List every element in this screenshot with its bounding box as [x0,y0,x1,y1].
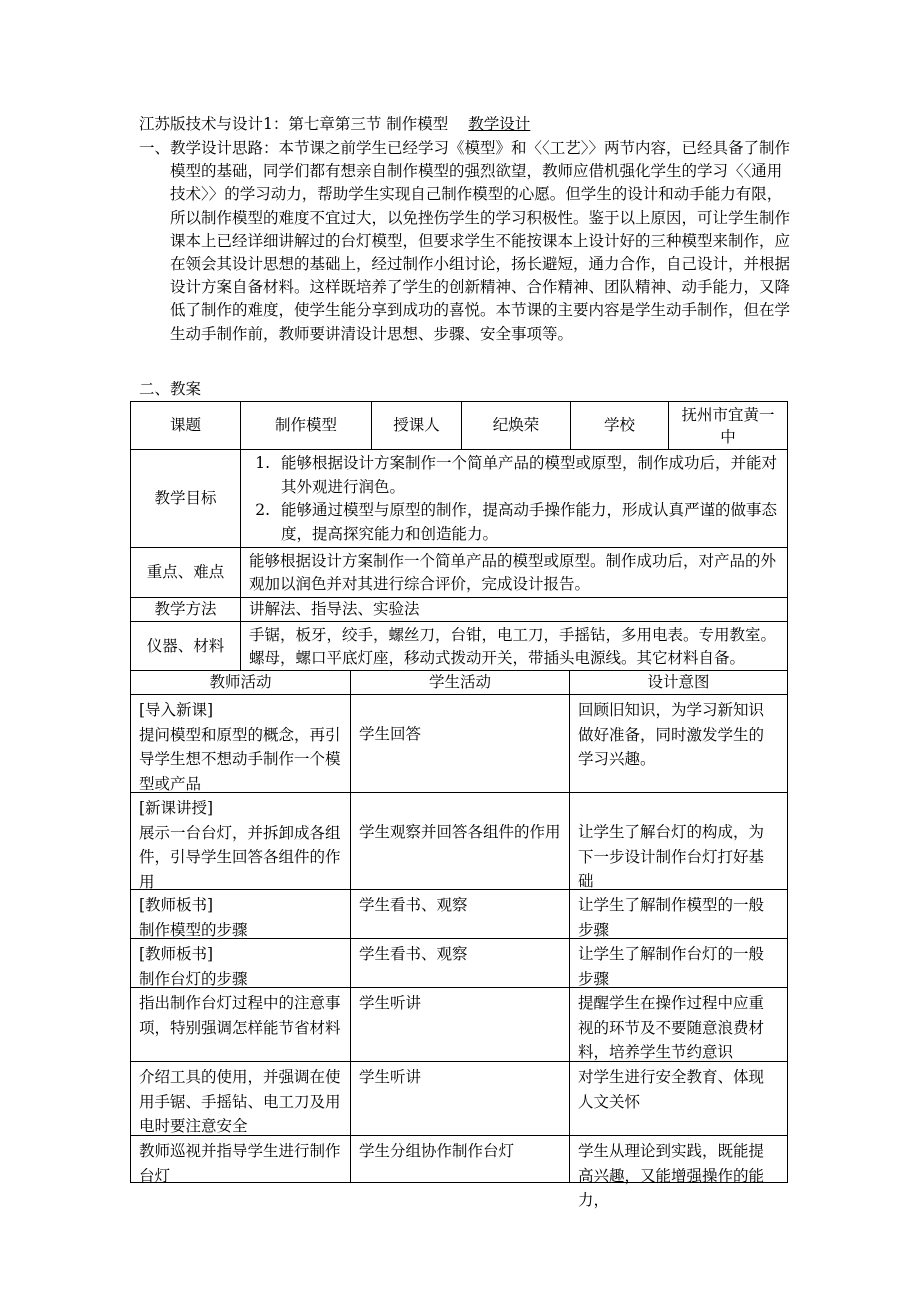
student-activity: 学生看书、观察 [351,890,570,938]
activity-row [131,890,787,939]
topic-value: 制作模型 [241,402,372,449]
activity-row [131,1062,787,1136]
school-value: 抚州市宜黄一中 [681,405,775,446]
student-activity: 学生分组协作制作台灯 [351,1136,570,1182]
teacher-activity: [新课讲授] 展示一台台灯，并拆卸成各组件，引导学生回答各组件的作用 [131,793,351,889]
teacher-activity: 指出制作台灯过程中的注意事项，特别强调怎样能节省材料 [131,988,351,1061]
header-student: 学生活动 [351,671,570,694]
student-activity: 学生听讲 [351,1062,570,1135]
section2-heading: 二、教案 [139,380,202,398]
design-intent: 让学生了解制作模型的一般步骤 [578,896,765,939]
teacher-activity: 教师巡视并指导学生进行制作台灯 [131,1136,351,1182]
goal-item: 2. 能够通过模型与原型的制作，提高动手操作能力，形成认真严谨的做事态度，提高探究能力和创造能力。 [275,499,781,546]
goal-item: 1. 能够根据设计方案制作一个简单产品的模型或原型，制作成功后，并能对其外观进行润色。 [275,452,781,499]
topic-label: 课题 [131,402,241,449]
keypoints-label: 重点、难点 [131,548,241,597]
activity-row [131,695,787,793]
goals-content [241,450,787,547]
activity-row [131,1136,787,1209]
student-activity: 学生观察并回答各组件的作用 [351,793,570,889]
methods-label: 教学方法 [131,598,241,621]
teacher-value: 纪焕荣 [462,402,571,449]
methods-row [131,598,787,622]
goals-list [241,450,787,546]
design-intent: 回顾旧知识，为学习新知识做好准备，同时激发学生的学习兴趣。 [578,701,765,768]
activity-header-row [131,671,787,695]
goals-row [131,450,787,548]
section1-paragraph: 教学设计思路：本节课之前学生已经学习《模型》和〈〈工艺〉〉两节内容，已经具备了制作模型的基础，同学们都有想亲自制作模型的强烈欲望，教师应借机强化学生的学习〈〈通用技术〉〉的学习动力，帮助学生实现自己制作模型的心愿。但学生的设计和动手能力有限，所以制作模型的难度不宜过大，以免挫伤学生的学习积极性。鉴于以上原因，可让学生制作课本上已经详细讲解过的台灯模型，但要求学生不能按课本上设计好的三种模型来制作，应在领会其设计思想的基础上，经过制作小组讨论，扬长避短，通力合作，自己设计，并根据设计方案自备材料。这样既培养了学生的创新精神、合作精神、团队精神、动手能力，又降低了制作的难度，使学生能分享到成功的喜悦。本节课的主要内容是学生动手制作，但在学生动手制作前，教师要讲清设计思想、步骤、安全事项等。 [170,139,791,343]
design-intent: 让学生了解台灯的构成，为下一步设计制作台灯打好基础 [578,823,765,890]
title-text: 江苏版技术与设计1：第七章第三节 制作模型 [139,115,449,133]
section1-heading: 一、 [139,139,171,157]
design-intent: 提醒学生在操作过程中应重视的环节及不要随意浪费材料，培养学生节约意识 [578,994,765,1061]
teacher-label: 授课人 [372,402,462,449]
document-title [139,112,530,136]
keypoints-text: 能够根据设计方案制作一个简单产品的模型或原型。制作成功后，对产品的外观加以润色并对其进行综合评价，完成设计报告。 [249,552,777,593]
teacher-activity: 介绍工具的使用，并强调在使用手锯、手摇钻、电工刀及用电时要注意安全 [131,1062,351,1135]
header-teacher: 教师活动 [131,671,351,694]
student-activity: 学生看书、观察 [351,939,570,987]
activity-row [131,793,787,890]
teacher-activity: [教师板书] 制作台灯的步骤 [131,939,351,987]
methods-text: 讲解法、指导法、实验法 [249,600,420,618]
student-activity: 学生回答 [351,695,570,792]
teacher-activity: [教师板书] 制作模型的步骤 [131,890,351,938]
design-intent: 让学生了解制作台灯的一般步骤 [578,945,765,988]
school-label: 学校 [571,402,669,449]
header-intent: 设计意图 [647,673,710,691]
activity-row [131,939,787,988]
teacher-activity: [导入新课] 提问模型和原型的概念，再引导学生想不想动手制作一个模型或产品 [131,695,351,792]
materials-text: 手锯，板牙，绞手，螺丝刀，台钳，电工刀，手摇钻，多用电表。专用教室。螺母，螺口平底灯座，移动式拨动开关，带插头电源线。其它材料自备。 [249,626,777,667]
info-row [131,402,787,450]
goals-label: 教学目标 [131,450,241,547]
design-intent: 学生从理论到实践，既能提高兴趣，又能增强操作的能力， [578,1142,765,1209]
student-activity: 学生听讲 [351,988,570,1061]
materials-label: 仪器、材料 [131,622,241,670]
keypoints-row [131,548,787,598]
design-intent: 对学生进行安全教育、体现人文关怀 [578,1068,765,1111]
activity-row [131,988,787,1062]
title-underlined: 教学设计 [468,115,531,133]
materials-row [131,622,787,671]
lesson-plan-table [130,401,788,1209]
